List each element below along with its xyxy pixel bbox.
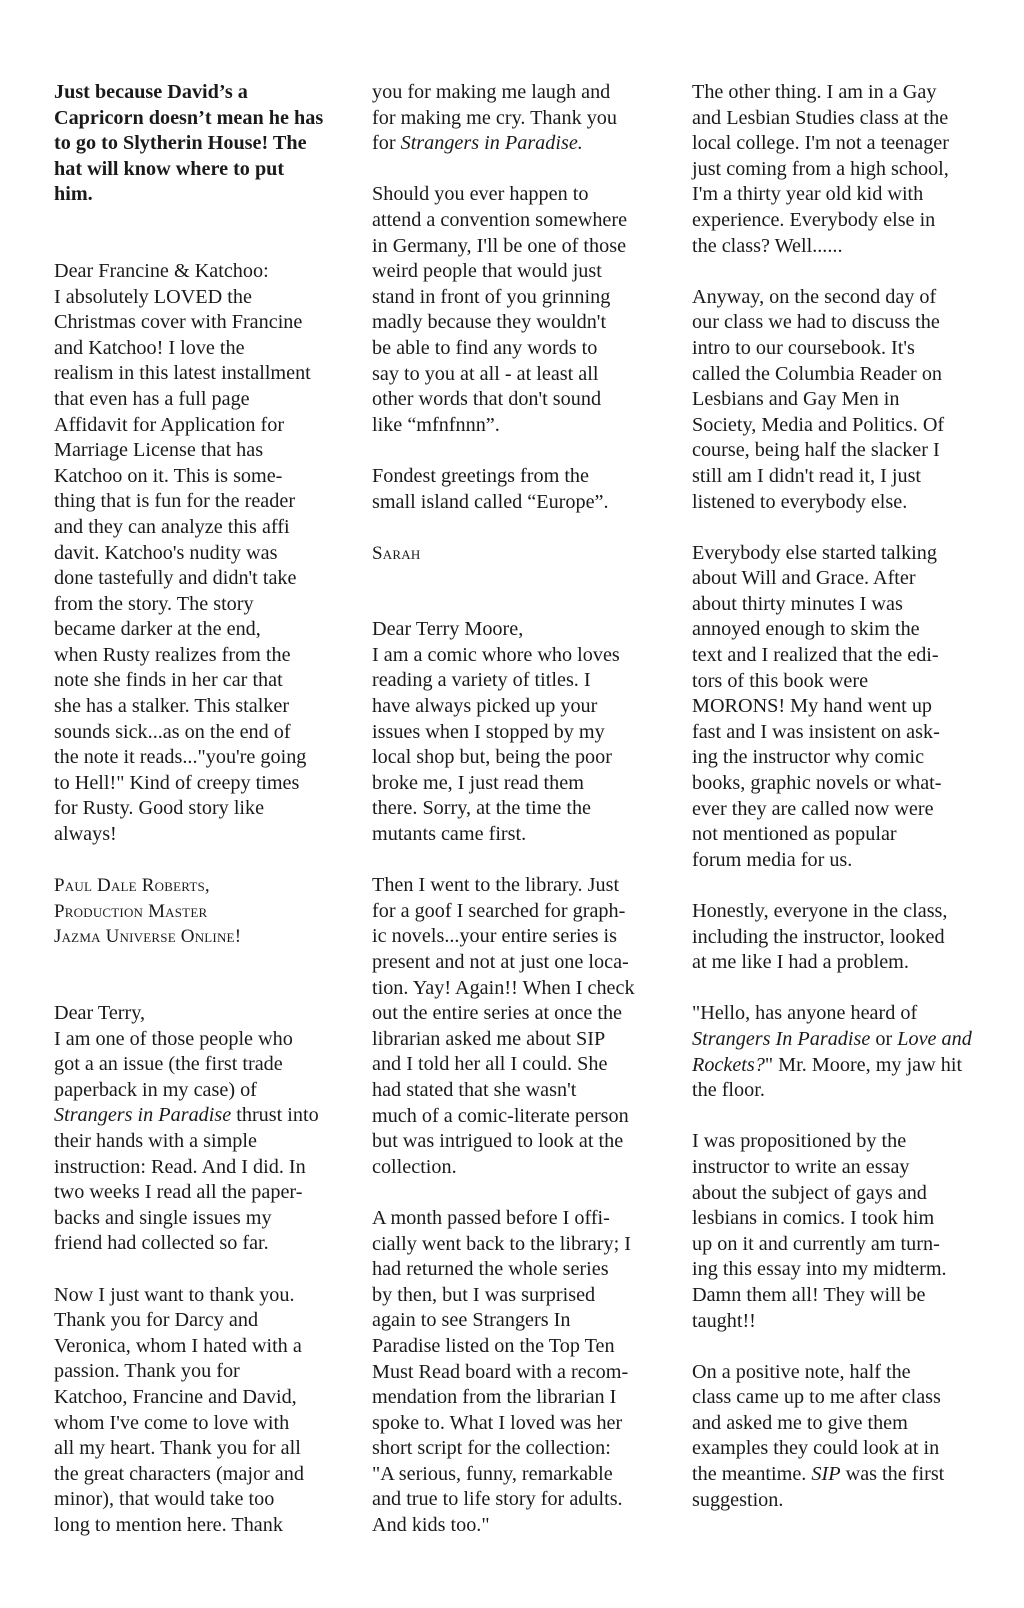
title-rockets: Rockets? (692, 1053, 765, 1076)
text-line: thing that is fun for the reader (54, 490, 296, 513)
column-1 (54, 80, 354, 1538)
text-line: him. (54, 183, 93, 206)
text-line: and they can analyze this affi (54, 515, 290, 538)
text-line: and Katchoo! I love the (54, 336, 245, 359)
text-line: by then, but I was surprised (372, 1283, 596, 1306)
text-line: note she finds in her car that (54, 669, 283, 692)
text-line: about thirty minutes I was (692, 592, 903, 615)
text-line: Honestly, everyone in the class, (692, 900, 948, 922)
text-line: books, graphic novels or what- (692, 772, 942, 795)
text-line: including the instructor, looked (692, 925, 945, 948)
text-line: I was propositioned by the (692, 1130, 907, 1153)
text-line: had stated that she wasn't (372, 1078, 577, 1101)
title-love-and-rockets: Love and (897, 1027, 972, 1050)
text-line: "A serious, funny, remarkable (372, 1462, 613, 1485)
text-line: long to mention here. Thank (54, 1513, 283, 1536)
text-line: two weeks I read all the paper- (54, 1181, 303, 1204)
editor-reply-heading (54, 80, 354, 208)
text-line: for making me cry. Thank you (372, 106, 617, 129)
text-line: sounds sick...as on the end of (54, 720, 291, 743)
text-line: to go to Slytherin House! The (54, 132, 307, 155)
text-line: Affidavit for Application for (54, 413, 285, 436)
text-line: she has a stalker. This stalker (54, 695, 290, 718)
text-line: that even has a full page (54, 387, 250, 410)
text-line: there. Sorry, at the time the (372, 797, 591, 820)
title-strangers-in-paradise: Strangers in Paradise. (400, 132, 583, 155)
column-2 (372, 80, 672, 1539)
text-line: and true to life story for adults. (372, 1488, 623, 1511)
text-line: for a goof I searched for graph- (372, 899, 626, 922)
text-line: Katchoo, Francine and David, (54, 1385, 297, 1408)
text-line: about the subject of gays and (692, 1181, 927, 1204)
letter-everyone-looked (692, 899, 992, 976)
text-line: mutants came first. (372, 823, 527, 846)
text-line: Capricorn doesn’t mean he has (54, 106, 324, 129)
letter-essay (692, 1129, 992, 1334)
text-line: MORONS! My hand went up (692, 695, 933, 718)
text-line: Then I went to the library. Just (372, 874, 620, 897)
text-line: local shop but, being the poor (372, 746, 612, 769)
text-line: up on it and currently am turn- (692, 1232, 940, 1255)
text-line: tors of this book were (692, 669, 869, 692)
text-line: And kids too." (372, 1514, 490, 1537)
letter-coursebook (692, 285, 992, 515)
text-line: A month passed before I offi- (372, 1206, 610, 1229)
text-line: have always picked up your (372, 695, 598, 718)
title-strangers-in-paradise: Strangers In Paradise (692, 1027, 871, 1050)
text-line: Marriage License that has (54, 439, 264, 462)
text-line: forum media for us. (692, 848, 853, 871)
text-line: Katchoo on it. This is some- (54, 464, 283, 487)
text-line: broke me, I just read them (372, 771, 584, 794)
text-line: Lesbians and Gay Men in (692, 388, 900, 411)
text-line: their hands with a simple (54, 1129, 257, 1152)
text-line: ing the instructor why comic (692, 746, 925, 769)
text-line: Society, Media and Politics. Of (692, 413, 945, 436)
title-strangers-in-paradise: Strangers in Paradise (54, 1104, 232, 1127)
text-line: present and not at just one loca- (372, 951, 629, 973)
text-line: in Germany, I'll be one of those (372, 234, 627, 257)
title-sip: SIP (811, 1463, 841, 1486)
text-line: but was intrigued to look at the (372, 1130, 624, 1153)
text-line: local college. I'm not a teenager (692, 132, 949, 155)
text-line: taught!! (692, 1309, 756, 1332)
text-line: reading a variety of titles. I (372, 669, 591, 692)
text-line: Dear Francine & Katchoo: (54, 259, 269, 282)
text-line: class came up to me after class (692, 1386, 941, 1409)
text-line: listened to everybody else. (692, 490, 908, 513)
text-line: I am one of those people who (54, 1027, 293, 1050)
text-line: stand in front of you grinning (372, 285, 611, 308)
text-line: collection. (372, 1155, 457, 1178)
text-line: I absolutely LOVED the (54, 285, 252, 308)
text-line: and I told her all I could. She (372, 1053, 608, 1076)
text-line: cially went back to the library; I (372, 1232, 631, 1255)
text-line: Damn them all! They will be (692, 1283, 926, 1306)
text-line: Christmas cover with Francine (54, 311, 303, 334)
text-line: be able to find any words to (372, 336, 598, 359)
text-line: passion. Thank you for (54, 1360, 240, 1383)
text-line: short script for the collection: (372, 1437, 611, 1460)
letter-francine-katchoo (54, 259, 354, 848)
letter-convention-germany (372, 182, 672, 438)
letter-dear-terry: Dear Terry, I am one of those people who got a an issue (the first trade paperback in my case) of Strangers in Paradise thrust into their hands with a simple instruction: Read. And I did. In two weeks I read all the paper- backs and single issues my friend had collected so far. (54, 1001, 354, 1257)
text-line: lesbians in comics. I took him (692, 1207, 935, 1230)
text-line: instructor to write an essay (692, 1155, 910, 1178)
text-line: Veronica, whom I hated with a (54, 1334, 302, 1357)
text-line: Must Read board with a recom- (372, 1360, 629, 1383)
letter-positive-note: On a positive note, half the class came up to me after class and asked me to give them examples they could look at in the meantime. SIP was the first suggestion. (692, 1360, 992, 1514)
text-line: davit. Katchoo's nudity was (54, 541, 278, 564)
letter-dear-terry-moore (372, 617, 672, 847)
text-line: again to see Strangers In (372, 1309, 571, 1332)
text-line: from the story. The story (54, 592, 254, 615)
text-line: Fondest greetings from the (372, 464, 589, 487)
text-line: for Rusty. Good story like (54, 797, 265, 820)
letter-top-ten (372, 1206, 672, 1539)
text-line: called the Columbia Reader on (692, 362, 943, 385)
text-line: Just because David’s a (54, 81, 248, 103)
text-line: about Will and Grace. After (692, 567, 916, 590)
text-line: like “mfnfnnn”. (372, 413, 500, 436)
text-line: Should you ever happen to (372, 183, 589, 206)
letter-gay-lesbian-class (692, 80, 992, 259)
text-line: instruction: Read. And I did. In (54, 1155, 306, 1178)
text-line: the class? Well...... (692, 234, 843, 257)
text-line: ing this essay into my midterm. (692, 1258, 947, 1281)
text-line: much of a comic-literate person (372, 1104, 629, 1127)
text-line: Dear Terry Moore, (372, 618, 524, 641)
text-line: Thank you for Darcy and (54, 1309, 259, 1332)
text-line: out the entire series at once the (372, 1002, 622, 1025)
text-line: hat will know where to put (54, 157, 285, 180)
text-line: I am a comic whore who loves (372, 643, 620, 666)
text-line: attend a convention somewhere (372, 208, 628, 231)
text-line: the great characters (major and (54, 1462, 304, 1485)
text-line: you for making me laugh and (372, 81, 611, 103)
text-line: Dear Terry, (54, 1002, 146, 1024)
text-line: to Hell!" Kind of creepy times (54, 771, 300, 794)
text-line: The other thing. I am in a Gay (692, 81, 937, 103)
text-line: On a positive note, half the (692, 1360, 911, 1383)
text-line: tion. Yay! Again!! When I check (372, 976, 635, 999)
text-line: Now I just want to thank you. (54, 1283, 295, 1306)
text-line: other words that don't sound (372, 388, 602, 411)
text-line: madly because they wouldn't (372, 311, 607, 334)
text-line: still am I didn't read it, I just (692, 464, 922, 487)
letter-thank-you-continued: you for making me laugh and for making me cry. Thank you for Strangers in Paradise. (372, 80, 672, 157)
text-line: mendation from the librarian I (372, 1386, 617, 1409)
text-line: done tastefully and didn't take (54, 567, 297, 590)
text-line: always! (54, 823, 117, 846)
text-line: experience. Everybody else in (692, 208, 936, 231)
text-line: Anyway, on the second day of (692, 285, 937, 308)
text-line: ic novels...your entire series is (372, 925, 617, 948)
text-line: and Lesbian Studies class at the (692, 106, 949, 129)
text-line: Everybody else started talking (692, 541, 937, 564)
text-line: fast and I was insistent on ask- (692, 720, 940, 743)
text-line: our class we had to discuss the (692, 311, 940, 334)
letter-fondest-greetings (372, 464, 672, 515)
text-line: friend had collected so far. (54, 1232, 269, 1255)
text-line: Paradise listed on the Top Ten (372, 1334, 615, 1357)
column-3 (692, 80, 992, 1513)
text-line: librarian asked me about SIP (372, 1027, 606, 1050)
text-line: got a an issue (the first trade (54, 1053, 283, 1076)
text-line: paperback in my case) of (54, 1078, 257, 1101)
text-line: Paul Dale Roberts, (54, 875, 210, 897)
text-line: realism in this latest installment (54, 362, 311, 385)
text-line: Jazma Universe Online! (54, 926, 242, 948)
text-line: examples they could look at in (692, 1437, 940, 1460)
text-line: say to you at all - at least all (372, 362, 599, 385)
text-line: annoyed enough to skim the (692, 618, 920, 641)
text-line: had returned the whole series (372, 1258, 609, 1281)
letter-thank-you (54, 1283, 354, 1539)
text-line: small island called “Europe”. (372, 490, 609, 513)
text-line: minor), that would take too (54, 1488, 275, 1511)
text-line: intro to our coursebook. It's (692, 336, 915, 359)
signature-paul-dale-roberts (54, 873, 354, 950)
signature-sarah: Sarah (372, 542, 421, 564)
text-line: and asked me to give them (692, 1411, 908, 1434)
text-line: course, being half the slacker I (692, 439, 940, 462)
text-line: issues when I stopped by my (372, 720, 605, 743)
text-line: when Rusty realizes from the (54, 643, 291, 666)
text-line: whom I've come to love with (54, 1411, 290, 1434)
text-line: at me like I had a problem. (692, 951, 909, 974)
text-line: not mentioned as popular (692, 823, 897, 846)
text-line: weird people that would just (372, 260, 602, 283)
text-line: Production Master (54, 900, 208, 922)
text-line: all my heart. Thank you for all (54, 1437, 301, 1460)
text-line: became darker at the end, (54, 618, 261, 641)
text-line: ever they are called now were (692, 797, 934, 820)
text-line: I'm a thirty year old kid with (692, 183, 924, 206)
text-line: text and I realized that the edi- (692, 644, 939, 667)
text-line: just coming from a high school, (692, 157, 949, 180)
letter-hello-anyone: "Hello, has anyone heard of Strangers In Paradise or Love and Rockets?" Mr. Moore, my jaw hit the floor. (692, 1002, 972, 1102)
text-line: backs and single issues my (54, 1206, 272, 1229)
letter-will-and-grace (692, 541, 992, 874)
text-line: spoke to. What I loved was her (372, 1411, 623, 1434)
letter-library (372, 873, 672, 1180)
text-line: the note it reads..."you're going (54, 746, 307, 769)
